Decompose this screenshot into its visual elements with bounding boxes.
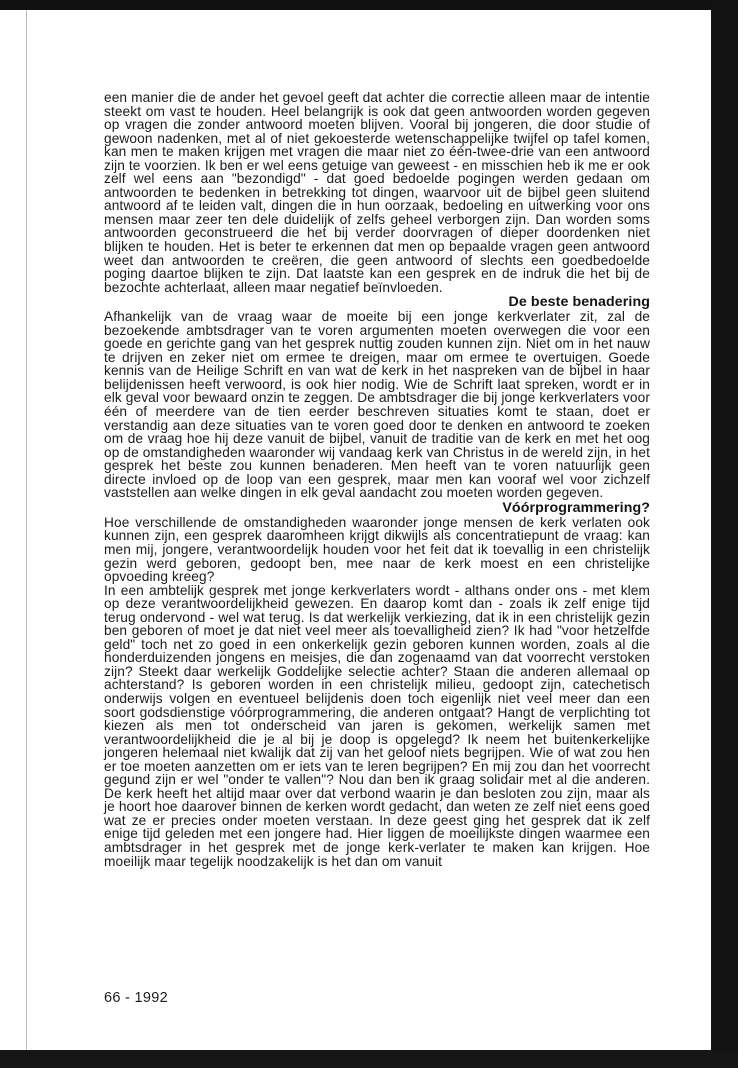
paragraph-gesprek: In een ambtelijk gesprek met jonge kerkverlaters wordt - althans onder ons - met klem op deze verantwoordelijkheid gewezen. En daarop komt dan - zoals ik zelf enige tijd terug ondervond - wel wat terug. Is dat werkelijk verkiezing, dat ik in een christelijk gezin ben geboren of moet je dat niet veel meer als toevalligheid zien? Ik had "voor hetzelfde geld" toch net zo goed in een onkerkelijk gezin geboren kunnen worden, zoals al die honderduizenden jongens en meisjes, die dan zogenaamd van dat voorrecht verstoken zijn? Steekt daar werkelijk Goddelijke selectie achter? Staan die anderen allemaal op achterstand? Is geboren worden in een christelijk milieu, gedoopt zijn, catechetisch onderwijs volgen en eventueel belijdenis doen toch eigenlijk niet veel meer dan een soort godsdienstige vóórprogrammering, die anderen ontgaat? Hangt de verplichting tot kiezen als men tot onderscheid van jaren is gekomen, werkelijk samen met verantwoordelijkheid die je al bij je doop is opgelegd? Ik neem het buitenkerkelijke jongeren helemaal niet kwalijk dat zij van het geloof niets begrijpen. Wie of wat zou hen er toe moeten aanzetten om er iets van te leren begrijpen? En mij zou dan het voorrecht gegund zijn er wel "onder te vallen"? Nou dan ben ik graag solidair met al die anderen. De kerk heeft het altijd maar over dat verbond waarin je dan besloten zou zijn, maar als je hoort hoe daarover binnen de kerken wordt gedacht, dan weten ze zelf niet eens goed wat ze er precies onder moeten verstaan. In deze geest ging het gesprek dat ik zelf enige tijd geleden met een jongere had. Hier liggen de moeilijkste dingen waarmee een ambtsdrager in het gesprek met de jonge kerk-verlater te maken kan krijgen. Hoe moeilijk maar tegelijk noodzakelijk is het dan om vanuit — [104, 582, 650, 869]
scan-border-right — [711, 0, 738, 1068]
document-body — [104, 91, 650, 868]
paragraph-vraag: Hoe verschillende de omstandigheden waaronder jonge mensen de kerk verlaten ook kunnen zijn, een gesprek daaromheen krijgt dikwijls als concentratiepunt de vraag: kan men mij, jongere, verantwoordelijk houden voor het feit dat ik toevallig in een christelijk gezin werd geboren, gedoopt ben, mee naar de kerk moest en een christelijke opvoeding kreeg? — [104, 514, 650, 585]
scan-border-bottom — [0, 1050, 738, 1068]
paragraph-intro: een manier die de ander het gevoel geeft dat achter die correctie alleen maar de intentie steekt om vast te houden. Heel belangrijk is ook dat geen antwoorden worden gegeven op vragen die zonder antwoord moeten blijven. Vooral bij jongeren, die door studie of gewoon nadenken, met al of niet gekoesterde wetenschappelijke twijfel op tafel komen, kan men te maken krijgen met vragen die maar niet zo één-twee-drie van een antwoord zijn te voorzien. Ik ben er wel eens getuige van geweest - en misschien heb ik me er ook zelf wel eens aan "bezondigd" - dat goed bedoelde pogingen werden gedaan om antwoorden te bedenken in betrekking tot dingen, waarvoor uit de bijbel geen sluitend antwoord af te leiden valt, dingen die in hun oorzaak, bedoeling en uitwerking voor ons mensen maar zeer ten dele duidelijk of zelfs geheel verborgen zijn. Dan worden soms antwoorden geconstrueerd die het bij verder doorvragen of dieper doordenken niet blijken te houden. Het is beter te erkennen dat men op bepaalde vragen geen antwoord weet dan antwoorden te creëren, die geen antwoord of slechts een goedbedoelde poging daartoe blijken te zijn. Dat laatste kan een gesprek en de indruk die het bij de bezochte achterlaat, alleen maar negatief beïnvloeden. — [104, 90, 650, 295]
section-heading-beste-benadering: De beste benadering — [508, 294, 650, 311]
scan-border-top — [0, 0, 738, 10]
page-number: 66 - 1992 — [104, 990, 168, 1006]
section-heading-voorprogrammering: Vóórprogrammering? — [502, 499, 650, 516]
page-edge-line — [26, 10, 27, 1050]
paragraph-benadering: Afhankelijk van de vraag waar de moeite bij een jonge kerkverlater zit, zal de bezoekende ambtsdrager van te voren argumenten moeten overwegen die voor een goede en gerichte gang van het gesprek nuttig zouden kunnen zijn. Niet om in het nauw te drijven en zeker niet om ermee te dreigen, maar om ermee te overtuigen. Goede kennis van de Heilige Schrift en van wat de kerk in het naspreken van de bijbel in haar belijdenissen heeft verwoord, is ook hier nodig. Wie de Schrift laat spreken, wordt er in elk geval voor bewaard onzin te zeggen. De ambtsdrager die bij jonge kerkverlaters voor één of meerdere van de tien eerder beschreven situaties komt te staan, doet er verstandig aan deze situaties van te voren goed door te denken en antwoord te zoeken om de vraag hoe hij deze vanuit de bijbel, vanuit de traditie van de kerk en met het oog op de omstandigheden waaronder wij vandaag kerk van Christus in de wereld zijn, in het gesprek het beste zou kunnen benaderen. Men heeft van te voren natuurlijk geen directe invloed op de loop van een gesprek, maar men kan vooraf wel voor zichzelf vaststellen aan welke dingen in elk geval aandacht zou moeten worden gegeven. — [104, 309, 650, 501]
